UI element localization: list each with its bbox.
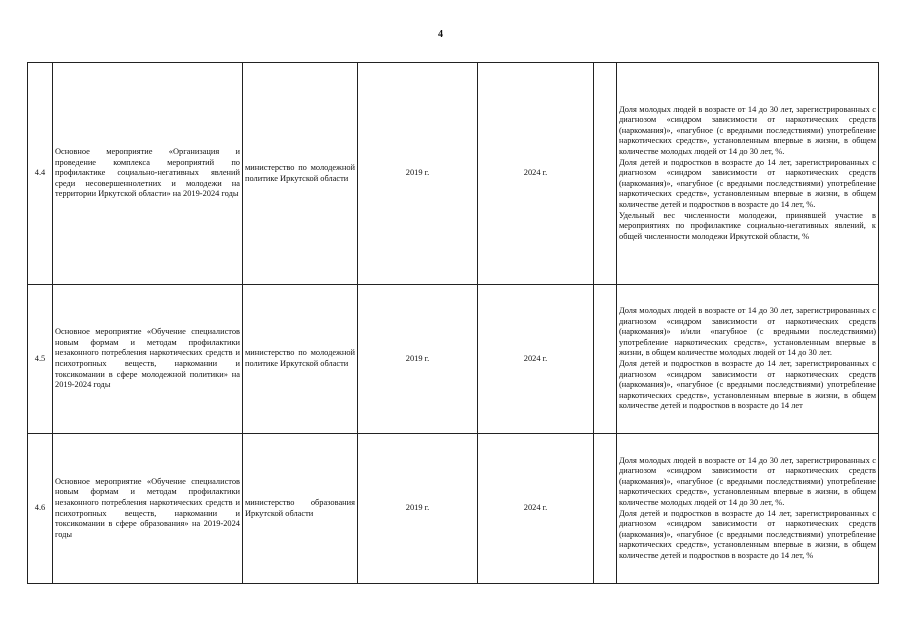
table-row: [28, 434, 879, 584]
indicator-text: Доля детей и подростков в возрасте до 14 лет, зарегистрированных с диагнозом «синдром зависимости от наркотических средств (наркомания)», «пагубное (с вредными последствиями) употребление наркотических средств», установленным впервые в жизни, в общем количестве детей и подростков в возрасте до 14 лет, %: [619, 508, 876, 560]
indicator-text: Доля молодых людей в возрасте от 14 до 30 лет, зарегистрированных с диагнозом «синдром зависимости от наркотических средств (наркомания)» и/или «пагубное (с вредными последствиями) употребление наркотических средств», установленным впервые в жизни, в общем количестве молодых людей от 14 до 30 лет.: [619, 306, 876, 358]
empty-cell: [594, 63, 617, 285]
indicators-cell: [617, 285, 879, 434]
end-year-cell: 2024 г.: [478, 63, 594, 285]
indicator-text: Доля детей и подростков в возрасте до 14 лет, зарегистрированных с диагнозом «синдром зависимости от наркотических средств (наркомания)», «пагубное (с вредными последствиями) употребление наркотических средств», установленным впервые в жизни, в общем количестве детей и подростков в возрасте до 14 лет: [619, 359, 876, 411]
executor-cell: министерство по молодежной политике Иркутской области: [243, 285, 358, 434]
start-year-cell: 2019 г.: [358, 285, 478, 434]
indicator-text: Доля молодых людей в возрасте от 14 до 30 лет, зарегистрированных с диагнозом «синдром зависимости от наркотических средств (наркомания)», «пагубное (с вредными последствиями) употребление наркотических средств», установленным впервые в жизни, в общем количестве молодых людей от 14 до 30 лет, %.: [619, 455, 876, 507]
activity-cell: Основное мероприятие «Обучение специалистов новым формам и методам профилактики незаконного потребления наркотических средств и психотропных веществ, наркомании и токсикомании в сфере образования» на 2019-2024 годы: [53, 434, 243, 584]
table-row: [28, 63, 879, 285]
end-year-cell: 2024 г.: [478, 285, 594, 434]
activity-cell: Основное мероприятие «Обучение специалистов новым формам и методам профилактики незаконного потребления наркотических средств и психотропных веществ, наркомании и токсикомании в сфере молодежной политики» на 2019-2024 годы: [53, 285, 243, 434]
activity-cell: Основное мероприятие «Организация и проведение комплекса мероприятий по профилактике социально-негативных явлений среди несовершеннолетних и молодежи на территории Иркутской области» на 2019-2024 годы: [53, 63, 243, 285]
row-number: 4.5: [28, 285, 53, 434]
end-year-cell: 2024 г.: [478, 434, 594, 584]
empty-cell: [594, 434, 617, 584]
indicators-cell: [617, 434, 879, 584]
start-year-cell: 2019 г.: [358, 434, 478, 584]
indicator-text: Доля детей и подростков в возрасте до 14 лет, зарегистрированных с диагнозом «синдром зависимости от наркотических средств (наркомания)», «пагубное (с вредными последствиями) употребление наркотических средств», установленным впервые в жизни, в общем количестве детей и подростков в возрасте до 14 лет, %.: [619, 157, 876, 209]
page-number: 4: [438, 29, 443, 40]
executor-cell: министерство по молодежной политике Иркутской области: [243, 63, 358, 285]
table-row: [28, 285, 879, 434]
empty-cell: [594, 285, 617, 434]
program-table: [27, 62, 879, 584]
executor-cell: министерство образования Иркутской области: [243, 434, 358, 584]
indicator-text: Доля молодых людей в возрасте от 14 до 30 лет, зарегистрированных с диагнозом «синдром зависимости от наркотических средств (наркомания)», «пагубное (с вредными последствиями) употребление наркотических средств», установленным впервые в жизни, в общем количестве молодых людей от 14 до 30 лет, %.: [619, 104, 876, 157]
start-year-cell: 2019 г.: [358, 63, 478, 285]
row-number: 4.6: [28, 434, 53, 584]
indicators-cell: [617, 63, 879, 285]
indicator-text: Удельный вес численности молодежи, принявшей участие в мероприятиях по профилактике социально-негативных явлений, к общей численности молодежи Иркутской области, %: [619, 210, 876, 241]
row-number: 4.4: [28, 63, 53, 285]
